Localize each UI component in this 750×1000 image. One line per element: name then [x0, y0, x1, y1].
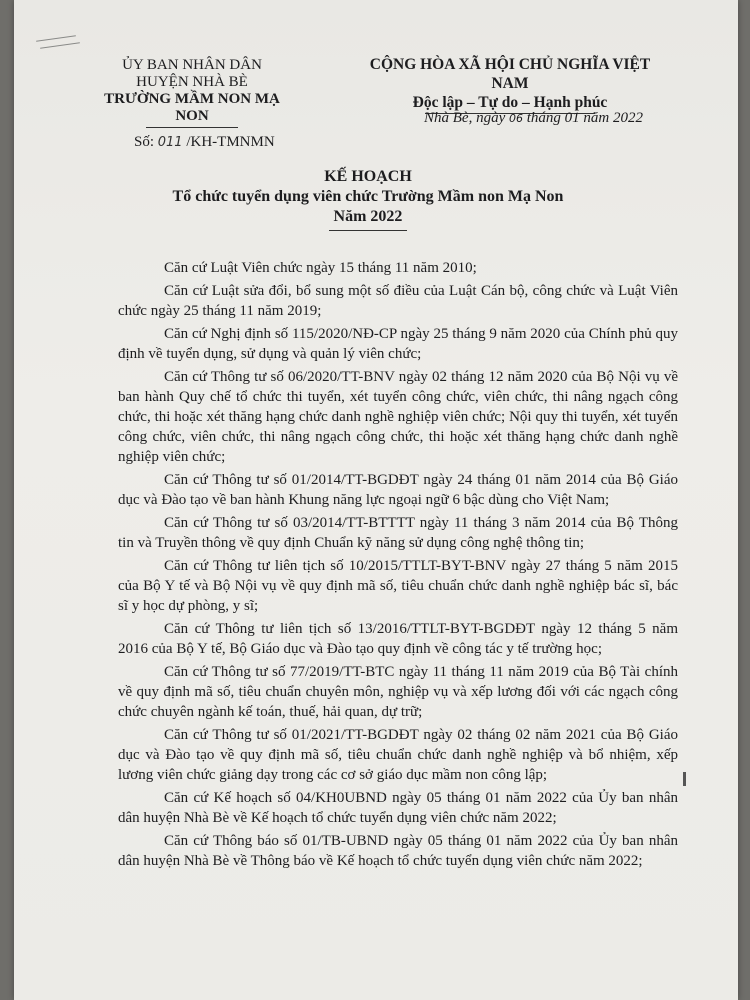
document-number-prefix: Số:	[134, 134, 158, 150]
date-prefix: Nhà Bè, ngày	[424, 110, 509, 126]
paragraph-8: Căn cứ Thông tư liên tịch số 13/2016/TTLT-BYT-BGDĐT ngày 12 tháng 5 năm 2016 của Bộ Y tế, Bộ Giáo dục và Đào tạo quy định về công tác y tế trường học;	[118, 621, 678, 657]
school-name-underline	[146, 127, 238, 128]
paragraph-2: Căn cứ Luật sửa đổi, bổ sung một số điều của Luật Cán bộ, công chức và Luật Viên chức ngày 25 tháng 11 năm 2019;	[118, 283, 678, 319]
national-header	[356, 55, 664, 114]
title-line-2: Tổ chức tuyển dụng viên chức Trường Mầm non Mạ Non	[172, 188, 564, 205]
date-day-handwritten: 06	[508, 112, 523, 125]
pen-stroke-mark	[36, 38, 84, 48]
title-underline	[329, 230, 407, 231]
margin-pen-mark	[683, 772, 686, 786]
paragraph-1: Căn cứ Luật Viên chức ngày 15 tháng 11 năm 2010;	[164, 260, 477, 276]
title-line-3: Năm 2022	[333, 208, 403, 225]
document-title	[144, 167, 592, 231]
paragraph-11: Căn cứ Kế hoạch số 04/KH0UBND ngày 05 tháng 01 năm 2022 của Ủy ban nhân dân huyện Nhà Bè về Kế hoạch tổ chức tuyển dụng viên chức năm 2022;	[118, 790, 678, 826]
title-line-1: KẾ HOẠCH	[324, 168, 412, 185]
document-date	[424, 110, 643, 127]
national-motto: Độc lập – Tự do – Hạnh phúc	[412, 94, 608, 111]
national-title: CỘNG HÒA XÃ HỘI CHỦ NGHĨA VIỆT NAM	[369, 56, 651, 92]
paragraph-7: Căn cứ Thông tư liên tịch số 10/2015/TTLT-BYT-BNV ngày 27 tháng 5 năm 2015 của Bộ Y tế và Bộ Nội vụ về quy định mã số, tiêu chuẩn chức danh nghề nghiệp bác sĩ, bác sĩ y học dự phòng, y sĩ;	[118, 558, 678, 614]
paragraph-4: Căn cứ Thông tư số 06/2020/TT-BNV ngày 02 tháng 12 năm 2020 của Bộ Nội vụ về ban hành Quy chế tổ chức thi tuyển, xét tuyển công chức, viên chức, thi nâng ngạch công chức, thi hoặc xét thăng hạng chức danh nghề nghiệp viên chức; Nội quy thi tuyển, xét tuyển công chức, viên chức, thi nâng ngạch công chức, thi hoặc xét thăng hạng chức danh nghề nghiệp viên chức;	[118, 369, 678, 465]
paragraph-10: Căn cứ Thông tư số 01/2021/TT-BGDĐT ngày 02 tháng 02 năm 2021 của Bộ Giáo dục và Đào tạo về quy định mã số, tiêu chuẩn chức danh nghề nghiệp và bổ nhiệm, xếp lương viên chức giảng dạy trong các cơ sở giáo dục mầm non công lập;	[118, 727, 678, 783]
authority-line-1: ỦY BAN NHÂN DÂN	[122, 57, 262, 73]
paragraph-12: Căn cứ Thông báo số 01/TB-UBND ngày 05 tháng 01 năm 2022 của Ủy ban nhân dân huyện Nhà Bè về Thông báo về Kế hoạch tổ chức tuyển dụng viên chức năm 2022;	[118, 833, 678, 869]
document-page	[14, 0, 738, 1000]
school-name: TRƯỜNG MẦM NON MẠ NON	[104, 91, 280, 124]
paragraph-5: Căn cứ Thông tư số 01/2014/TT-BGDĐT ngày 24 tháng 01 năm 2014 của Bộ Giáo dục và Đào tạo về ban hành Khung năng lực ngoại ngữ 6 bậc dùng cho Việt Nam;	[118, 472, 678, 508]
paragraph-3: Căn cứ Nghị định số 115/2020/NĐ-CP ngày 25 tháng 9 năm 2020 của Chính phủ quy định về tuyển dụng, sử dụng và quản lý viên chức;	[118, 326, 678, 362]
document-number	[134, 134, 275, 151]
document-number-handwritten: 011	[157, 135, 183, 150]
paragraph-9: Căn cứ Thông tư số 77/2019/TT-BTC ngày 11 tháng 11 năm 2019 của Bộ Tài chính về quy định mã số, tiêu chuẩn chuyên môn, nghiệp vụ và xếp lương đối với các ngạch công chức chuyên ngành kế toán, thuế, hải quan, dự trữ;	[118, 664, 678, 720]
legal-basis-paragraphs	[118, 258, 678, 874]
authority-line-2: HUYỆN NHÀ BÈ	[136, 74, 248, 90]
issuing-authority	[86, 57, 298, 128]
date-suffix: tháng 01 năm 2022	[522, 110, 643, 126]
paragraph-6: Căn cứ Thông tư số 03/2014/TT-BTTTT ngày 11 tháng 3 năm 2014 của Bộ Thông tin và Truyền thông về quy định Chuẩn kỹ năng sử dụng công nghệ thông tin;	[118, 515, 678, 551]
document-number-suffix: /KH-TMNMN	[182, 134, 275, 150]
